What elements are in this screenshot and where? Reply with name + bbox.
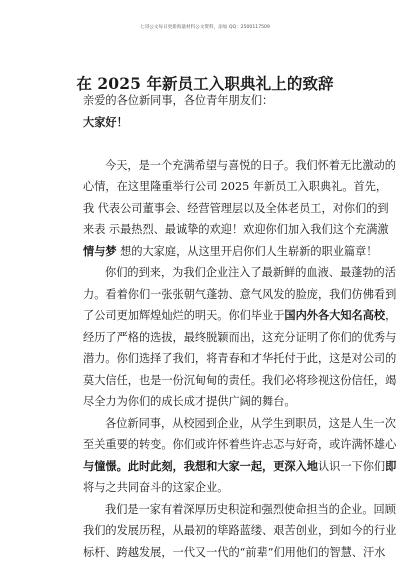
paragraph-2-line: 潜力。你们选择了我们，将青春和才华托付于此，这是对公司的 [83, 352, 397, 365]
salutation: 亲爱的各位新同事，各位青年朋友们： [83, 94, 274, 107]
greeting: 大家好！ [83, 115, 128, 129]
document-title: 在 2025 年新员工入职典礼上的致辞 [76, 74, 334, 93]
header-note: 七哥公文每日更新海量材料公文资料，添加 QQ：2500117509 [140, 25, 270, 30]
emphasis-text: 情与梦 [83, 244, 117, 258]
paragraph-4-line: 标杆、跨越发展，一代又一代的“前辈”们用他们的智慧、汗水 [83, 545, 386, 559]
paragraph-3 [83, 413, 397, 499]
paragraph-2-line: 经历了严格的选拔，最终脱颖而出，这充分证明了你们的优秀与 [83, 330, 397, 344]
paragraph-2-text: 了公司更加辉煌灿烂的明天。你们毕业于 [83, 309, 285, 322]
emphasis-text: 与憧憬。此时此刻， [83, 459, 184, 473]
paragraph-2-text: ， [385, 309, 397, 322]
paragraph-2-line: 你们的到来，为我们企业注入了最新鲜的血液、最蓬勃的活 [105, 266, 396, 279]
paragraph-2-line: 尽全力为你们的成长成才提供广阔的舞台。 [83, 395, 296, 408]
paragraph-2 [83, 262, 397, 413]
paragraph-3-line: 将与之共同奋斗的这家企业。 [83, 481, 229, 494]
emphasis-text: 我想和大家一起，更深入地 [183, 459, 318, 473]
paragraph-3-line: 至关重要的转变。你们或许怀着些许忐忑与好奇，或许满怀雄心 [83, 438, 397, 451]
document-body [83, 90, 397, 563]
paragraph-2-line: 力。看着你们一张张朝气蓬勃、意气风发的脸庞，我们仿佛看到 [83, 287, 397, 301]
paragraph-1-text: 想的大家庭，从这里开启你们人生崭新的职业篇章！ [116, 244, 378, 258]
paragraph-1-line: 来表 示最热烈、最诚挚的欢迎！欢迎你们加入我们这个充满激 [83, 223, 389, 236]
paragraph-1-line: 心情，在这里隆重举行公司 2025 年新员工入职典礼。首先， [83, 180, 388, 193]
paragraph-3-line [83, 456, 397, 478]
paragraph-3-line: 各位新同事，从校园到企业，从学生到职员，这是人生一次 [105, 416, 396, 430]
paragraph-2-line [83, 305, 397, 327]
paragraph-2-line: 莫大信任，也是一份沉甸甸的责任。我们必将珍视这份信任，竭 [83, 373, 397, 387]
paragraph-1-line: 今天，是一个充满希望与喜悦的日子。我们怀着无比激动的 [105, 158, 396, 172]
paragraph-1-line: 我 代表公司董事会、经营管理层以及全体老员工，对你们的到 [83, 201, 389, 215]
paragraph-4-line: 我们的发展历程，从最初的筚路蓝缕、艰苦创业，到如今的行业 [83, 524, 397, 537]
paragraph-1 [83, 155, 396, 263]
emphasis-text: 即 [385, 459, 397, 473]
emphasis-text: 国内外各大知名高校 [284, 309, 386, 322]
paragraph-4-line: 我们是一家有着深厚历史积淀和强烈使命担当的企业。回顾 [105, 502, 396, 516]
paragraph-3-text: 认识一下你们 [317, 459, 386, 473]
paragraph-4 [83, 499, 397, 564]
paragraph-1-line [83, 241, 378, 263]
